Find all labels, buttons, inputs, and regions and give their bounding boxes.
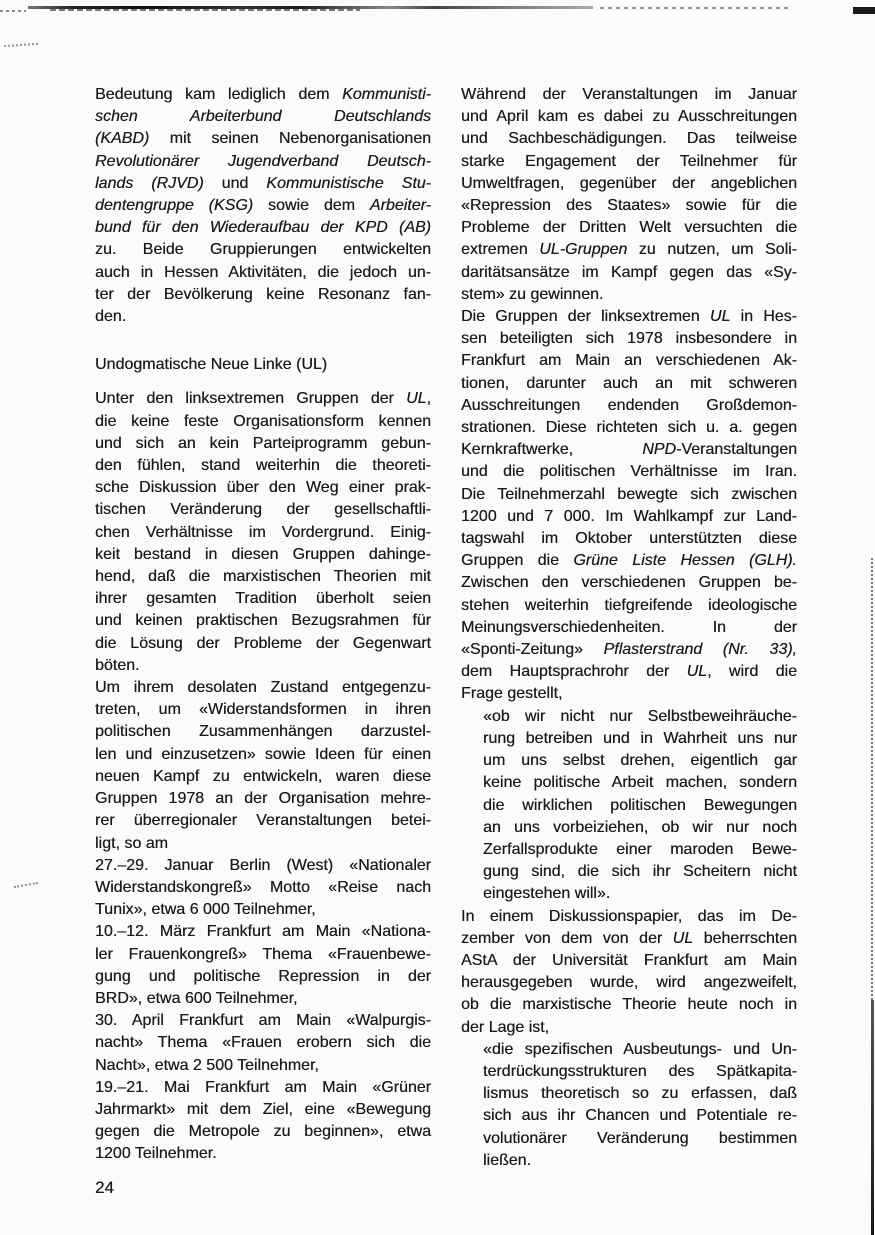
text-run: sen beteiligten sich 1978 insbesondere in — [461, 330, 797, 348]
text-run: Unter den linksextremen Gruppen der — [95, 390, 407, 408]
text-run: Zerfallsprodukte einer maroden Bewe- — [483, 840, 797, 858]
text-line — [461, 639, 797, 661]
two-column-text — [95, 84, 797, 1172]
text-line — [95, 788, 431, 810]
text-run: gung sind, die sich ihr Scheitern nicht — [483, 863, 797, 881]
quote-block — [461, 706, 797, 906]
text-line — [95, 1121, 431, 1143]
text-line — [95, 151, 431, 173]
text-line — [461, 906, 797, 928]
text-line — [95, 354, 431, 376]
text-line — [95, 744, 431, 766]
text-run: 27.–29. Januar Berlin (West) «Nationaler — [95, 856, 431, 874]
text-run: ob die marxistische Theorie heute noch in — [461, 996, 797, 1014]
text-line — [95, 699, 431, 721]
right-column — [461, 84, 797, 1172]
text-run: und — [203, 174, 267, 192]
paragraph — [95, 677, 431, 1165]
text-run: Gruppen 1978 an der Organisation mehre- — [95, 790, 431, 808]
text-line — [95, 173, 431, 195]
text-run: , wird die — [707, 663, 797, 681]
text-run: tischen Veränderung der gesellschaftli- — [95, 501, 431, 519]
text-run: Undogmatische Neue Linke (UL) — [95, 356, 328, 374]
text-line — [95, 262, 431, 284]
text-line — [461, 550, 797, 572]
text-run: sche Diskussion über den Weg einer prak- — [95, 479, 431, 497]
text-line — [95, 677, 431, 699]
text-run: Ausschreitungen endenden Großdemon- — [461, 396, 797, 414]
text-run: Die Gruppen der linksextremen — [461, 308, 710, 326]
text-run: Frage gestellt, — [461, 685, 563, 703]
text-run: Um ihrem desolaten Zustand entgegenzu- — [95, 679, 431, 697]
text-run: zu. Beide Gruppierungen entwickelten — [95, 241, 431, 259]
text-run: 30. April Frankfurt am Main «Walpurgis- — [95, 1012, 431, 1030]
italic-text-run: dentengruppe (KSG) — [95, 197, 254, 215]
text-run: mit seinen Nebenorganisationen — [149, 130, 431, 148]
text-line — [461, 994, 797, 1016]
text-line — [483, 1128, 797, 1150]
text-line — [95, 877, 431, 899]
text-line — [483, 1061, 797, 1083]
italic-text-run: UL — [686, 663, 708, 681]
text-line — [95, 610, 431, 632]
text-run: extremen — [461, 241, 540, 259]
text-line — [95, 106, 431, 128]
italic-text-run: UL — [406, 390, 427, 408]
text-line — [461, 217, 797, 239]
text-line — [461, 239, 797, 261]
text-run: Jahrmarkt» mit dem Ziel, eine «Bewegung — [95, 1100, 431, 1118]
text-run: len und einzusetzen» sowie Ideen für einen — [95, 745, 431, 763]
text-run: den. — [95, 308, 127, 326]
text-run: böten. — [95, 656, 140, 674]
text-run: in Hes- — [730, 308, 797, 326]
text-run: treten, um «Widerstandsformen in ihren — [95, 701, 431, 719]
text-line — [461, 1017, 797, 1039]
text-line — [95, 833, 431, 855]
text-line — [95, 1010, 431, 1032]
text-run: hend, daß die marxistischen Theorien mit — [95, 568, 431, 586]
italic-text-run: NPD- — [642, 441, 682, 459]
text-line — [95, 522, 431, 544]
text-run: sowie dem — [253, 197, 370, 215]
text-run: eingestehen will». — [483, 885, 611, 903]
paragraph — [461, 906, 797, 1039]
text-run: 10.–12. März Frankfurt am Main «Nationa- — [95, 923, 431, 941]
italic-text-run: Pflasterstrand (Nr. 33), — [603, 641, 798, 659]
text-run: gegen die Metropole zu beginnen», etwa — [95, 1123, 431, 1141]
text-line — [461, 439, 797, 461]
text-line — [95, 544, 431, 566]
text-run: und April kam es dabei zu Ausschreitungen — [461, 108, 797, 126]
text-run: nacht» Thema «Frauen erobern sich die — [95, 1034, 431, 1052]
text-run: «die spezifischen Ausbeutungs- und Un- — [483, 1040, 797, 1058]
text-line — [461, 928, 797, 950]
text-line — [483, 728, 797, 750]
text-run: lismus theoretisch so zu erfassen, daß — [483, 1085, 797, 1103]
paragraph — [95, 84, 431, 328]
text-line — [95, 411, 431, 433]
text-run: Nacht», etwa 2 500 Teilnehmer, — [95, 1056, 319, 1074]
text-run: BRD», etwa 600 Teilnehmer, — [95, 989, 298, 1007]
text-run: zu nutzen, um Soli- — [627, 241, 798, 259]
italic-text-run: Arbeiter- — [369, 197, 431, 215]
text-line — [95, 921, 431, 943]
text-line — [461, 373, 797, 395]
text-line — [95, 477, 431, 499]
text-run: 1200 und 7 000. Im Wahlkampf zur Land- — [461, 507, 797, 525]
text-run: rung betreiben und in Wahrheit uns nur — [483, 729, 797, 747]
text-line — [461, 572, 797, 594]
text-run: volutionärer Veränderung bestimmen — [483, 1129, 797, 1147]
text-line — [461, 461, 797, 483]
text-run: keit bestand in diesen Gruppen dahinge- — [95, 545, 431, 563]
text-run: den fühlen, stand weiterhin die theoreti- — [95, 457, 431, 475]
text-run: Meinungsverschiedenheiten. In der — [461, 618, 797, 636]
text-run: Tunix», etwa 6 000 Teilnehmer, — [95, 901, 316, 919]
text-line — [483, 839, 797, 861]
text-run: und keinen praktischen Bezugsrahmen für — [95, 612, 431, 630]
text-line — [95, 1032, 431, 1054]
text-line — [95, 388, 431, 410]
text-run: herausgegeben wurde, wird angezweifelt, — [461, 974, 797, 992]
italic-text-run: Kommunisti- — [342, 86, 431, 103]
text-run: chen Verhältnisse im Vordergrund. Einig- — [95, 523, 431, 541]
quote-block — [461, 1039, 797, 1172]
left-column — [95, 84, 431, 1172]
text-run: die wirklichen politischen Bewegungen — [483, 796, 797, 814]
text-run: daritätsansätze im Kampf gegen das «Sy- — [461, 263, 797, 281]
text-line — [95, 1077, 431, 1099]
text-line — [95, 988, 431, 1010]
text-line — [461, 128, 797, 150]
scan-smudge-left-upper — [4, 43, 38, 47]
text-line — [95, 284, 431, 306]
italic-text-run: Grüne Liste Hessen (GLH). — [573, 552, 797, 570]
text-run: In einem Diskussionspapier, das im De- — [461, 907, 797, 925]
text-line — [95, 810, 431, 832]
text-run: und die politischen Verhältnisse im Iran. — [461, 463, 797, 481]
text-line — [461, 350, 797, 372]
text-line — [95, 588, 431, 610]
text-line — [483, 750, 797, 772]
text-run: rer überregionaler Veranstaltungen betei- — [95, 812, 431, 830]
page-edge-dotted-line — [871, 558, 873, 1008]
italic-text-run: UL — [709, 308, 731, 326]
text-line — [461, 106, 797, 128]
text-run: «Sponti-Zeitung» — [461, 641, 604, 659]
paragraph — [95, 388, 431, 677]
text-run: beherrschten — [693, 929, 797, 947]
text-line — [483, 1083, 797, 1105]
text-line — [461, 306, 797, 328]
text-line — [95, 306, 431, 328]
scan-artifact-top-dashes — [50, 9, 360, 11]
text-run: ligt, so am — [95, 834, 168, 852]
text-run: Widerstandskongreß» Motto «Reise nach — [95, 878, 431, 896]
text-run: stehen weiterhin tiefgreifende ideologische — [461, 596, 797, 614]
text-run: Frankfurt am Main an verschiedenen Ak- — [461, 352, 797, 370]
text-line — [95, 855, 431, 877]
text-run: Veranstaltungen — [681, 441, 797, 459]
text-line — [461, 528, 797, 550]
text-run: starke Engagement der Teilnehmer für — [461, 152, 797, 170]
text-line — [483, 861, 797, 883]
text-run: ihrer gesamten Tradition überholt seien — [95, 590, 431, 608]
scan-artifact-top-dots — [600, 7, 790, 9]
text-line — [483, 1150, 797, 1172]
text-line — [95, 499, 431, 521]
text-line — [461, 972, 797, 994]
scan-artifact-corner-marks — [0, 10, 26, 12]
text-run: die keine feste Organisationsform kennen — [95, 412, 431, 430]
text-line — [461, 328, 797, 350]
text-line — [461, 950, 797, 972]
text-run: ließen. — [483, 1151, 532, 1169]
text-line — [95, 766, 431, 788]
text-run: Zwischen den verschiedenen Gruppen be- — [461, 574, 797, 592]
text-line — [95, 455, 431, 477]
text-line — [95, 1099, 431, 1121]
text-run: 1200 Teilnehmer. — [95, 1145, 217, 1163]
text-run: sich aus ihr Chancen und Potentiale re- — [483, 1107, 797, 1125]
text-run: 19.–21. Mai Frankfurt am Main «Grüner — [95, 1078, 431, 1096]
text-line — [95, 966, 431, 988]
text-line — [461, 195, 797, 217]
text-line — [95, 566, 431, 588]
text-line — [461, 661, 797, 683]
text-line — [483, 817, 797, 839]
text-line — [95, 899, 431, 921]
text-line — [95, 433, 431, 455]
italic-text-run: lands (RJVD) — [95, 174, 204, 192]
text-line — [461, 284, 797, 306]
text-run: neuen Kampf zu entwickeln, waren diese — [95, 767, 431, 785]
scan-artifact-top-right-dash — [853, 7, 875, 14]
text-line — [483, 706, 797, 728]
text-run: an uns vorbeiziehen, ob wir nur noch — [483, 818, 797, 836]
text-run: AStA der Universität Frankfurt am Main — [461, 951, 797, 969]
text-run: gung und politische Repression in der — [95, 967, 431, 985]
text-run: ter der Bevölkerung keine Resonanz fan- — [95, 285, 431, 303]
text-line — [461, 617, 797, 639]
text-line — [461, 595, 797, 617]
text-line — [95, 84, 431, 106]
text-run: , — [426, 390, 431, 408]
text-run: und Sachbeschädigungen. Das teilweise — [461, 130, 797, 148]
italic-text-run: UL — [672, 929, 694, 947]
italic-text-run: Kommunistische Stu- — [266, 174, 431, 192]
text-run: politischen Zusammenhängen darzustel- — [95, 723, 431, 741]
text-run: ler Frauenkongreß» Thema «Frauenbewe- — [95, 945, 431, 963]
text-run: Probleme der Dritten Welt versuchten die — [461, 219, 797, 237]
text-run: zember von dem von der — [461, 929, 673, 947]
text-line — [95, 721, 431, 743]
page-number: 24 — [95, 1178, 114, 1197]
text-run: die Lösung der Probleme der Gegenwart — [95, 634, 431, 652]
italic-text-run: Revolutionärer Jugendverband Deutsch- — [95, 152, 431, 170]
text-line — [95, 944, 431, 966]
text-line — [461, 173, 797, 195]
text-line — [95, 217, 431, 239]
text-run: strationen. Diese richteten sich u. a. gegen — [461, 419, 797, 437]
text-run: Gruppen die — [461, 552, 574, 570]
text-line — [461, 683, 797, 705]
text-line — [483, 772, 797, 794]
paragraph — [461, 84, 797, 306]
italic-text-run: bund für den Wiederaufbau der KPD (AB) — [95, 219, 431, 237]
page-edge-shadow — [871, 1000, 874, 1235]
paragraph — [461, 306, 797, 706]
text-run: um uns selbst drehen, eigentlich gar — [483, 752, 797, 770]
text-line — [95, 195, 431, 217]
text-run: «Repression des Staates» sowie für die — [461, 197, 797, 215]
italic-text-run: schen Arbeiterbund Deutschlands — [95, 108, 431, 126]
text-line — [461, 484, 797, 506]
text-run: tionen, darunter auch an mit schweren — [461, 374, 797, 392]
text-line — [95, 633, 431, 655]
text-line — [95, 128, 431, 150]
text-line — [483, 795, 797, 817]
text-line — [461, 262, 797, 284]
text-line — [95, 1143, 431, 1165]
text-line — [483, 1039, 797, 1061]
text-line — [95, 239, 431, 261]
text-line — [483, 1105, 797, 1127]
section-heading — [95, 354, 431, 376]
text-run: tagswahl im Oktober unterstützten diese — [461, 530, 797, 548]
text-run: stem» zu gewinnen. — [461, 285, 604, 303]
text-run: und sich an kein Parteiprogramm gebun- — [95, 434, 431, 452]
text-line — [483, 883, 797, 905]
text-line — [461, 84, 797, 106]
text-run: Die Teilnehmerzahl bewegte sich zwischen — [461, 485, 797, 503]
text-line — [95, 1055, 431, 1077]
text-line — [461, 151, 797, 173]
italic-text-run: UL-Gruppen — [539, 241, 628, 259]
text-run: Bedeutung kam lediglich dem — [95, 86, 343, 103]
text-run: Umweltfragen, gegenüber der angeblichen — [461, 174, 797, 192]
scan-smudge-left-margin — [14, 882, 38, 888]
text-run: auch in Hessen Aktivitäten, die jedoch un- — [95, 263, 431, 281]
text-line — [461, 417, 797, 439]
text-line — [461, 395, 797, 417]
text-line — [461, 506, 797, 528]
text-run: der Lage ist, — [461, 1018, 550, 1036]
text-run: keine politische Arbeit machen, sondern — [483, 774, 797, 792]
text-run: «ob wir nicht nur Selbstbeweihräuche- — [483, 707, 797, 725]
text-line — [95, 655, 431, 677]
text-run: Während der Veranstaltungen im Januar — [461, 86, 797, 103]
text-run: Kernkraftwerke, — [461, 441, 643, 459]
text-run: terdrückungsstrukturen des Spätkapita- — [483, 1062, 797, 1080]
italic-text-run: (KABD) — [95, 130, 150, 148]
text-run: dem Hauptsprachrohr der — [461, 663, 687, 681]
